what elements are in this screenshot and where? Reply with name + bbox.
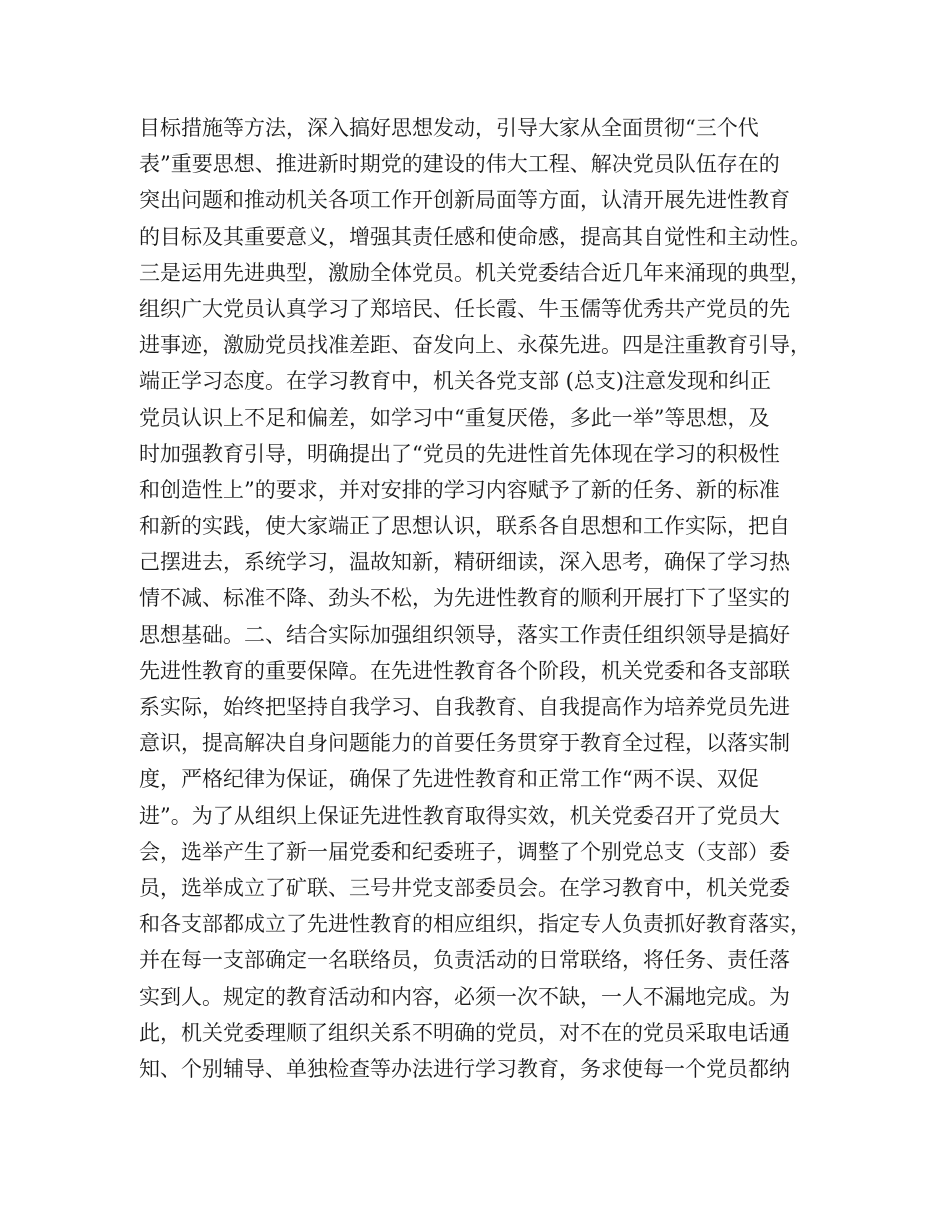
text-line: 进”。为了从组织上保证先进性教育取得实效，机关党委召开了党员大 bbox=[139, 803, 780, 828]
text-line: 进事迹，激励党员找准差距、奋发向上、永葆先进。四是注重教育引导， bbox=[139, 333, 811, 358]
text-line: 突出问题和推动机关各项工作开创新局面等方面，认清开展先进性教育 bbox=[139, 188, 790, 213]
text-line: 实到人。规定的教育活动和内容，必须一次不缺，一人不漏地完成。为 bbox=[139, 984, 790, 1009]
text-line: 系实际，始终把坚持自我学习、自我教育、自我提高作为培养党员先进 bbox=[139, 695, 790, 719]
text-line: 党员认识上不足和偏差，如学习中“重复厌倦，多此一举”等思想，及 bbox=[139, 405, 770, 430]
text-line: 此，机关党委理顺了组织关系不明确的党员，对不在的党员采取电话通 bbox=[139, 1020, 790, 1045]
text-line: 思想基础。二、结合实际加强组织领导，落实工作责任组织领导是搞好 bbox=[139, 622, 790, 647]
text-line: 表”重要思想、推进新时期党的建设的伟大工程、解决党员队伍存在的 bbox=[139, 152, 780, 177]
text-line: 意识，提高解决自身问题能力的首要任务贯穿于教育全过程，以落实制 bbox=[139, 731, 790, 756]
text-line: 员，选举成立了矿联、三号井党支部委员会。在学习教育中，机关党委 bbox=[139, 875, 790, 900]
text-line: 时加强教育引导，明确提出了“党员的先进性首先体现在学习的积极性 bbox=[139, 441, 780, 466]
text-line: 情不减、标准不降、劲头不松，为先进性教育的顺利开展打下了坚实的 bbox=[139, 586, 790, 611]
text-line: 目标措施等方法，深入搞好思想发动，引导大家从全面贯彻“三个代 bbox=[139, 116, 759, 140]
text-line: 和创造性上”的要求，并对安排的学习内容赋予了新的任务、新的标准 bbox=[139, 477, 780, 502]
text-line: 己摆进去，系统学习，温故知新，精研细读，深入思考，确保了学习热 bbox=[139, 550, 790, 575]
text-line: 并在每一支部确定一名联络员，负责活动的日常联络，将任务、责任落 bbox=[139, 948, 790, 973]
text-line: 三是运用先进典型，激励全体党员。机关党委结合近几年来涌现的典型， bbox=[139, 260, 811, 285]
text-line: 度，严格纪律为保证，确保了先进性教育和正常工作“两不误、双促 bbox=[139, 767, 759, 792]
body-text bbox=[139, 110, 829, 1087]
text-line: 会，选举产生了新一届党委和纪委班子，调整了个别党总支（支部）委 bbox=[139, 839, 790, 864]
text-line: 端正学习态度。在学习教育中，机关各党支部 (总支)注意发现和纠正 bbox=[139, 369, 772, 394]
text-line: 先进性教育的重要保障。在先进性教育各个阶段，机关党委和各支部联 bbox=[139, 658, 790, 683]
text-line: 知、个别辅导、单独检查等办法进行学习教育，务求使每一个党员都纳 bbox=[139, 1056, 790, 1081]
text-line: 组织广大党员认真学习了郑培民、任长霞、牛玉儒等优秀共产党员的先 bbox=[139, 296, 790, 321]
text-line: 和新的实践，使大家端正了思想认识，联系各自思想和工作实际，把自 bbox=[139, 514, 790, 539]
text-line: 和各支部都成立了先进性教育的相应组织，指定专人负责抓好教育落实， bbox=[139, 912, 811, 937]
text-line: 的目标及其重要意义，增强其责任感和使命感，提高其自觉性和主动性。 bbox=[139, 224, 811, 249]
